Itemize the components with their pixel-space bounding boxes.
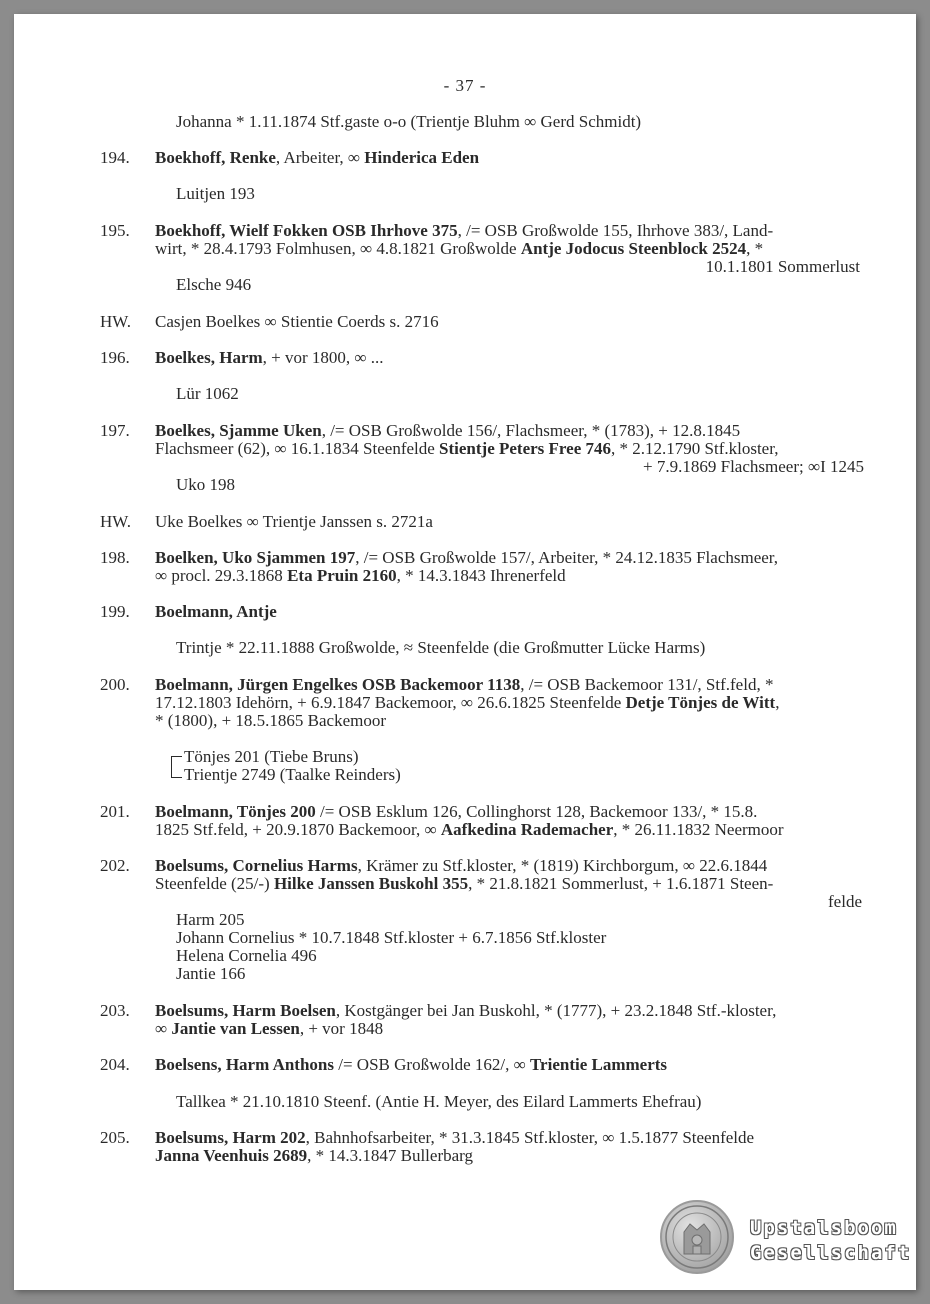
child-line: Johann Cornelius * 10.7.1848 Stf.kloster + 6.7.1856 Stf.kloster (176, 928, 607, 947)
entry-name: Boelkes, Sjamme Uken (155, 421, 322, 440)
entry-name: Boelsums, Harm Boelsen (155, 1001, 336, 1020)
entry-200-line1: Boelmann, Jürgen Engelkes OSB Backemoor 1138, /= OSB Backemoor 131/, Stf.feld, * (155, 675, 774, 694)
entry-197-line1: Boelkes, Sjamme Uken, /= OSB Großwolde 156/, Flachsmeer, * (1783), + 12.8.1845 (155, 421, 741, 440)
continuation-line: Johanna * 1.11.1874 Stf.gaste o-o (Trientje Bluhm ∞ Gerd Schmidt) (176, 112, 642, 131)
hw-line: Uke Boelkes ∞ Trientje Janssen s. 2721a (155, 512, 433, 531)
entry-number: 201. (100, 802, 130, 821)
entry-name: Boelmann, Jürgen Engelkes OSB Backemoor 1138 (155, 675, 521, 694)
spouse-name: Hinderica Eden (364, 148, 480, 167)
entry-200-line3: * (1800), + 18.5.1865 Backemoor (155, 711, 387, 730)
child-line: Luitjen 193 (176, 184, 255, 203)
spouse-name: Trientie Lammerts (529, 1055, 668, 1074)
entry-202-line3: felde (828, 892, 862, 911)
entry-204-line: Boelsens, Harm Anthons /= OSB Großwolde 162/, ∞ Trientie Lammerts (155, 1055, 668, 1074)
entry-name: Boelkes, Harm (155, 348, 263, 367)
spouse-name: Hilke Janssen Buskohl 355 (273, 874, 469, 893)
entry-name: Boekhoff, Wielf Fokken OSB Ihrhove 375 (155, 221, 458, 240)
entry-number: 204. (100, 1055, 130, 1074)
entry-205-line1: Boelsums, Harm 202, Bahnhofsarbeiter, * 31.3.1845 Stf.kloster, ∞ 1.5.1877 Steenfelde (155, 1128, 755, 1147)
entry-195-line2: wirt, * 28.4.1793 Folmhusen, ∞ 4.8.1821 Großwolde Antje Jodocus Steenblock 2524, * (155, 239, 764, 258)
entry-203-line1: Boelsums, Harm Boelsen, Kostgänger bei Jan Buskohl, * (1777), + 23.2.1848 Stf.-kloster, (155, 1001, 777, 1020)
entry-195-line1: Boekhoff, Wielf Fokken OSB Ihrhove 375, /= OSB Großwolde 155, Ihrhove 383/, Land- (155, 221, 774, 240)
entry-number: 205. (100, 1128, 130, 1147)
entry-number: 200. (100, 675, 130, 694)
child-line: Tallkea * 21.10.1810 Steenf. (Antie H. Meyer, des Eilard Lammerts Ehefrau) (176, 1092, 702, 1111)
child-line: Harm 205 (176, 910, 245, 929)
entry-name: Boelsums, Cornelius Harms (155, 856, 358, 875)
spouse-name: Janna Veenhuis 2689 (155, 1146, 308, 1165)
hw-line: Casjen Boelkes ∞ Stientie Coerds s. 2716 (155, 312, 439, 331)
entry-203-line2: ∞ Jantie van Lessen, + vor 1848 (155, 1019, 384, 1038)
entry-205-line2: Janna Veenhuis 2689, * 14.3.1847 Bullerbarg (155, 1146, 474, 1165)
entry-number: 195. (100, 221, 130, 240)
entry-number: 194. (100, 148, 130, 167)
child-line: Lür 1062 (176, 384, 239, 403)
entry-194-line: Boekhoff, Renke, Arbeiter, ∞ Hinderica Eden (155, 148, 480, 167)
page-number: - 37 - (443, 76, 487, 95)
sibling-bracket (171, 760, 182, 778)
child-line: Tönjes 201 (Tiebe Bruns) (184, 747, 359, 766)
child-line: Jantie 166 (176, 964, 246, 983)
spouse-name: Stientje Peters Free 746 (439, 439, 612, 458)
child-line: Helena Cornelia 496 (176, 946, 317, 965)
entry-name: Boelsens, Harm Anthons (155, 1055, 334, 1074)
entry-number: 202. (100, 856, 130, 875)
entry-196-line: Boelkes, Harm, + vor 1800, ∞ ... (155, 348, 384, 367)
child-line: Trientje 2749 (Taalke Reinders) (184, 765, 401, 784)
entry-name: Boelmann, Tönjes 200 (155, 802, 316, 821)
logo-text-line1: Upstalsboom (750, 1217, 898, 1239)
entry-197-line2: Flachsmeer (62), ∞ 16.1.1834 Steenfelde Stientje Peters Free 746, * 2.12.1790 Stf.kloster, (155, 439, 779, 458)
entry-201-line1: Boelmann, Tönjes 200 /= OSB Esklum 126, Collinghorst 128, Backemoor 133/, * 15.8. (155, 802, 758, 821)
entry-number: 199. (100, 602, 130, 621)
entry-198-line2: ∞ procl. 29.3.1868 Eta Pruin 2160, * 14.3.1843 Ihrenerfeld (155, 566, 566, 585)
entry-name: Boelsums, Harm 202 (155, 1128, 306, 1147)
entry-200-line2: 17.12.1803 Idehörn, + 6.9.1847 Backemoor, ∞ 26.6.1825 Steenfelde Detje Tönjes de Witt, (155, 693, 780, 712)
spouse-name: Detje Tönjes de Witt (625, 693, 776, 712)
entry-number: HW. (100, 312, 132, 331)
document-page (14, 14, 916, 1290)
entry-number: 196. (100, 348, 130, 367)
spouse-name: Eta Pruin 2160 (287, 566, 397, 585)
spouse-name: Antje Jodocus Steenblock 2524 (520, 239, 747, 258)
entry-197-line3: + 7.9.1869 Flachsmeer; ∞I 1245 (643, 457, 864, 476)
entry-name: Boelmann, Antje (155, 602, 277, 621)
entry-195-line3: 10.1.1801 Sommerlust (705, 257, 860, 276)
child-line: Elsche 946 (176, 275, 252, 294)
society-seal-icon (660, 1200, 734, 1274)
entry-201-line2: 1825 Stf.feld, + 20.9.1870 Backemoor, ∞ Aafkedina Rademacher, * 26.11.1832 Neermoor (155, 820, 784, 839)
entry-198-line1: Boelken, Uko Sjammen 197, /= OSB Großwolde 157/, Arbeiter, * 24.12.1835 Flachsmeer, (155, 548, 779, 567)
entry-202-line1: Boelsums, Cornelius Harms, Krämer zu Stf.kloster, * (1819) Kirchborgum, ∞ 22.6.1844 (155, 856, 768, 875)
entry-name: Boekhoff, Renke (155, 148, 276, 167)
spouse-name: Jantie van Lessen (171, 1019, 300, 1038)
entry-number: 198. (100, 548, 130, 567)
entry-number: HW. (100, 512, 132, 531)
child-line: Uko 198 (176, 475, 236, 494)
entry-name: Boelken, Uko Sjammen 197 (155, 548, 356, 567)
entry-number: 197. (100, 421, 130, 440)
entry-number: 203. (100, 1001, 130, 1020)
entry-199-line (155, 603, 277, 621)
child-line: Trintje * 22.11.1888 Großwolde, ≈ Steenfelde (die Großmutter Lücke Harms) (176, 638, 706, 657)
entry-202-line2: Steenfelde (25/-) Hilke Janssen Buskohl 355, * 21.8.1821 Sommerlust, + 1.6.1871 Steen- (155, 874, 774, 893)
spouse-name: Aafkedina Rademacher (440, 820, 614, 839)
logo-text-line2: Gesellschaft (750, 1242, 912, 1264)
